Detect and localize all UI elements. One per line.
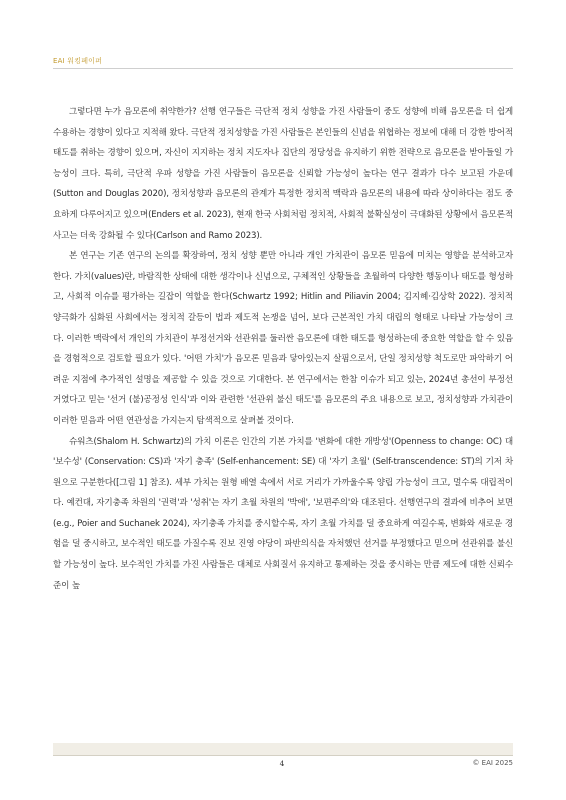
page-number: 4 <box>279 759 285 768</box>
header-divider <box>53 68 513 69</box>
series-label: EAI 워킹페이퍼 <box>53 57 103 65</box>
copyright-notice: © EAI 2025 <box>472 759 513 767</box>
body-text <box>53 102 513 596</box>
footer-band <box>53 743 513 755</box>
footer-divider <box>53 755 513 756</box>
paragraph: 그렇다면 누가 음모론에 취약한가? 선행 연구들은 극단적 정치 성향을 가진 사람들이 중도 성향에 비해 음모론을 더 쉽게 수용하는 경향이 있다고 지적해 왔다. 극단적 정치성향을 가진 사람들은 본인들의 신념을 위협하는 정보에 대해 더 강한 방어적 태도를 취하는 경향이 있으며, 자신이 지지하는 정치 지도자나 집단의 정당성을 유지하기 위한 전략으로 음모론을 받아들일 가능성이 크다. 특히, 극단적 우파 성향을 가진 사람들이 음모론을 신뢰할 가능성이 높다는 연구 결과가 다수 보고된 가운데(Sutton and Douglas 2020), 정치성향과 음모론의 관계가 특정한 정치적 맥락과 음모론의 내용에 따라 상이하다는 점도 중요하게 다루어지고 있으며(Enders et al. 2023), 현재 한국 사회처럼 정치적, 사회적 불확실성이 극대화된 상황에서 음모론적 사고는 더욱 강화될 수 있다(Carlson and Ramo 2023). <box>53 107 513 241</box>
paragraph: 본 연구는 기존 연구의 논의를 확장하여, 정치 성향 뿐만 아니라 개인 가치관이 음모론 믿음에 미치는 영향을 분석하고자 한다. 가치(values)란, 바람직한 상태에 대한 생각이나 신념으로, 구체적인 상황들을 초월하여 다양한 행동이나 태도를 형성하고, 사회적 이슈를 평가하는 길잡이 역할을 한다(Schwartz 1992; Hitlin and Piliavin 2004; 김지혜·김상학 2022). 정치적 양극화가 심화된 사회에서는 정치적 갈등이 법과 제도적 논쟁을 넘어, 보다 근본적인 가치 대립의 형태로 나타날 가능성이 크다. 이러한 맥락에서 개인의 가치관이 부정선거와 선관위를 둘러싼 음모론에 대한 태도를 형성하는데 중요한 역할을 할 수 있음을 경험적으로 검토할 필요가 있다. '어떤 가치'가 음모론 믿음과 닿아있는지 살핌으로서, 단일 정치성향 척도로만 파악하기 어려운 지점에 추가적인 설명을 제공할 수 있을 것으로 기대한다. 본 연구에서는 한참 이슈가 되고 있는, 2024년 총선이 부정선거였다고 믿는 '선거 (불)공정성 인식'과 이와 관련한 '선관위 불신 태도'를 음모론의 주요 내용으로 보고, 정치성향과 가치관이 이러한 믿음과 어떤 연관성을 가지는지 탐색적으로 살펴볼 것이다. <box>53 251 513 426</box>
paragraph: 슈워츠(Shalom H. Schwartz)의 가치 이론은 인간의 기본 가치를 '변화에 대한 개방성'(Openness to change: OC) 대 '보수성' (Conservation: CS)과 '자기 충족' (Self-enhancement: SE) 대 '자기 초월' (Self-transcendence: ST)의 기저 차원으로 구분한다([그림 1] 참조). 세부 가치는 원형 배열 속에서 서로 거리가 가까울수록 양립 가능성이 크고, 멀수록 대립적이다. 예컨대, 자기충족 차원의 '권력'과 '성취'는 자기 초월 차원의 '박애', '보편주의'와 대조된다. 선행연구의 결과에 비추어 보면(e.g., Poier and Suchanek 2024), 자기충족 가치를 중시할수록, 자기 초월 가치를 덜 중요하게 여길수록, 변화와 새로운 경험을 덜 중시하고, 보수적인 태도를 가질수록 진보 진영 야당이 파반의식을 자처했던 선거를 부정했다고 믿으며 선관위를 불신할 가능성이 높다. 보수적인 가치를 가진 사람들은 대체로 사회질서 유지하고 통제하는 것을 중시하는 만큼 제도에 대한 신뢰수준이 높 <box>53 436 513 591</box>
page-header <box>0 0 566 70</box>
